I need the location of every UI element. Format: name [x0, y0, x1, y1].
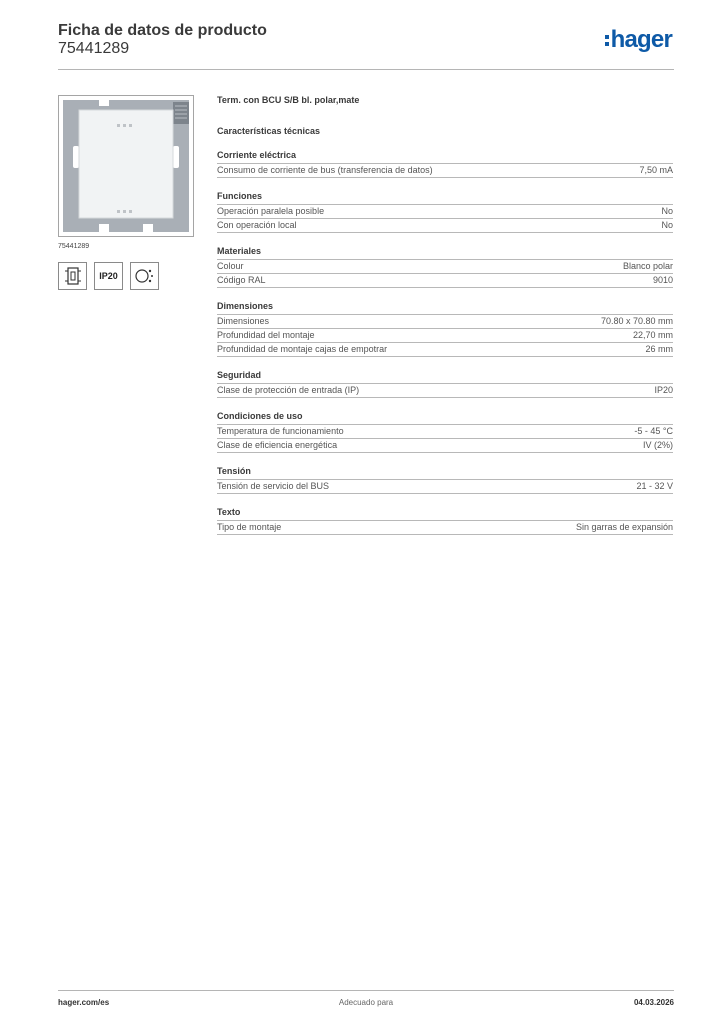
spec-row: [217, 315, 673, 329]
spec-row: [217, 480, 673, 494]
spec-section: [217, 300, 673, 357]
spec-value: No: [661, 220, 673, 230]
logo-mark-icon: [605, 35, 609, 46]
spec-row: [217, 425, 673, 439]
page-footer: [58, 990, 674, 1021]
thermostat-image: [59, 96, 193, 236]
section-title: Condiciones de uso: [217, 410, 673, 425]
section-title: Corriente eléctrica: [217, 149, 673, 164]
spec-label: Dimensiones: [217, 316, 270, 326]
spec-label: Temperatura de funcionamiento: [217, 426, 344, 436]
document-title: Ficha de datos de producto: [58, 22, 267, 39]
spec-row: [217, 521, 673, 535]
spec-row: [217, 329, 673, 343]
spec-label: Operación paralela posible: [217, 206, 325, 216]
spec-value: 9010: [652, 275, 673, 285]
spec-row: [217, 219, 673, 233]
spec-value: 7,50 mA: [639, 165, 673, 175]
spec-value: Sin garras de expansión: [575, 522, 673, 532]
spec-value: 26 mm: [645, 344, 673, 354]
spec-row: [217, 205, 673, 219]
spec-row: [217, 384, 673, 398]
footer-note: Adecuado para: [338, 998, 394, 1007]
spec-row: [217, 260, 673, 274]
spec-row: [217, 343, 673, 357]
spec-section: [217, 465, 673, 494]
spec-section: [217, 506, 673, 535]
din-rail-icon: [58, 262, 87, 290]
spec-label: Profundidad de montaje cajas de empotrar: [217, 344, 388, 354]
spec-label: Colour: [217, 261, 244, 271]
spec-label: Profundidad del montaje: [217, 330, 315, 340]
spec-section: [217, 245, 673, 288]
section-title: Texto: [217, 506, 673, 521]
section-title: Seguridad: [217, 369, 673, 384]
product-image: [58, 95, 194, 237]
logo-text: hager: [610, 26, 672, 53]
hager-logo[interactable]: [605, 26, 672, 54]
room-sensor-icon: [130, 262, 159, 290]
spec-label: Código RAL: [217, 275, 266, 285]
image-caption: 75441289: [58, 243, 90, 250]
section-title: Funciones: [217, 190, 673, 205]
spec-section: [217, 410, 673, 453]
section-title: Materiales: [217, 245, 673, 260]
spec-value: IP20: [654, 385, 673, 395]
spec-value: No: [661, 206, 673, 216]
spec-label: Tensión de servicio del BUS: [217, 481, 330, 491]
section-title: Tensión: [217, 465, 673, 480]
spec-value: 22,70 mm: [632, 330, 673, 340]
spec-value: -5 - 45 °C: [634, 426, 673, 436]
spec-section: [217, 149, 673, 178]
spec-value: Blanco polar: [622, 261, 673, 271]
spec-label: Clase de eficiencia energética: [217, 440, 338, 450]
spec-value: 70.80 x 70.80 mm: [600, 316, 673, 326]
spec-label: Consumo de corriente de bus (transferencia de datos): [217, 165, 433, 175]
page-header: [58, 20, 674, 70]
ip-rating-text: IP20: [99, 271, 118, 281]
section-title: Dimensiones: [217, 300, 673, 315]
spec-row: [217, 439, 673, 453]
spec-label: Clase de protección de entrada (IP): [217, 385, 360, 395]
product-code: 75441289: [58, 40, 130, 57]
feature-icons: [58, 262, 159, 290]
spec-label: Con operación local: [217, 220, 297, 230]
spec-row: [217, 274, 673, 288]
spec-section: [217, 190, 673, 233]
specifications: [217, 94, 673, 535]
spec-value: 21 - 32 V: [636, 481, 673, 491]
spec-value: IV (2%): [642, 440, 673, 450]
spec-row: [217, 164, 673, 178]
document-date: 04.03.2026: [633, 998, 674, 1007]
website-link[interactable]: hager.com/es: [58, 998, 110, 1007]
technical-characteristics-heading: Características técnicas: [217, 126, 321, 136]
product-description: Term. con BCU S/B bl. polar,mate: [217, 95, 360, 105]
ip20-badge: [94, 262, 123, 290]
spec-section: [217, 369, 673, 398]
spec-label: Tipo de montaje: [217, 522, 282, 532]
